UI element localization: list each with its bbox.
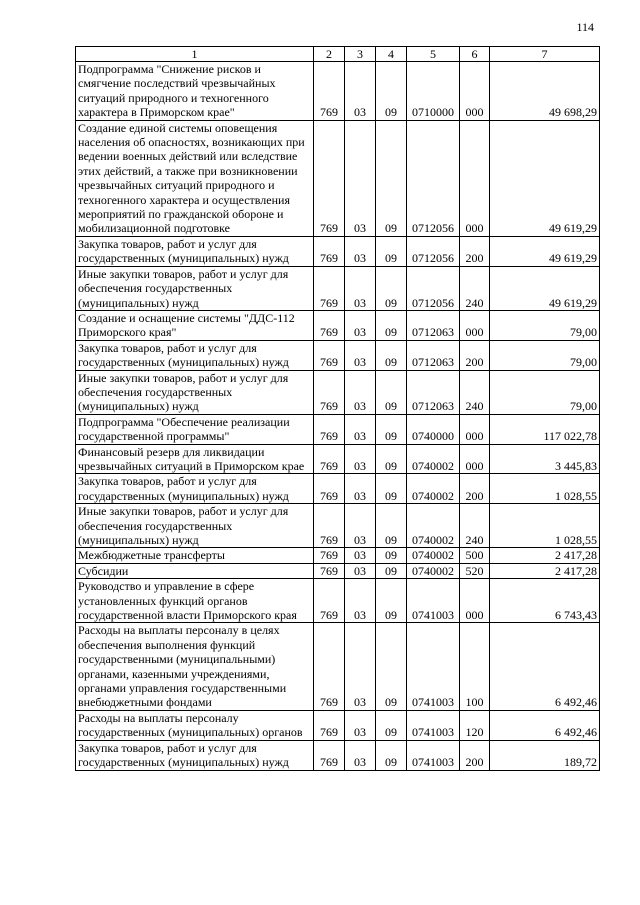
row-name: Расходы на выплаты персоналу государственных (муниципальных) органов bbox=[76, 710, 314, 740]
table-row bbox=[76, 504, 600, 548]
row-admin-code: 769 bbox=[314, 236, 345, 266]
row-name: Закупка товаров, работ и услуг для государственных (муниципальных) нужд bbox=[76, 340, 314, 370]
row-amount: 49 619,29 bbox=[490, 120, 600, 236]
row-name: Подпрограмма "Снижение рисков и смягчение последствий чрезвычайных ситуаций природного и техногенного характера в Приморском крае" bbox=[76, 62, 314, 121]
row-section: 03 bbox=[345, 740, 376, 770]
row-section: 03 bbox=[345, 579, 376, 623]
row-target-item: 0712056 bbox=[407, 120, 460, 236]
row-expense-type: 240 bbox=[460, 266, 490, 310]
row-name: Закупка товаров, работ и услуг для государственных (муниципальных) нужд bbox=[76, 740, 314, 770]
table-row bbox=[76, 444, 600, 474]
row-admin-code: 769 bbox=[314, 120, 345, 236]
column-header-6: 6 bbox=[460, 47, 490, 62]
row-amount: 117 022,78 bbox=[490, 414, 600, 444]
row-section: 03 bbox=[345, 474, 376, 504]
row-name: Иные закупки товаров, работ и услуг для обеспечения государственных (муниципальных) нужд bbox=[76, 504, 314, 548]
row-target-item: 0740002 bbox=[407, 563, 460, 578]
row-name: Финансовый резерв для ликвидации чрезвычайных ситуаций в Приморском крае bbox=[76, 444, 314, 474]
row-admin-code: 769 bbox=[314, 414, 345, 444]
row-section: 03 bbox=[345, 62, 376, 121]
row-amount: 1 028,55 bbox=[490, 504, 600, 548]
row-target-item: 0712063 bbox=[407, 370, 460, 414]
row-admin-code: 769 bbox=[314, 444, 345, 474]
row-expense-type: 120 bbox=[460, 710, 490, 740]
table-row bbox=[76, 266, 600, 310]
row-admin-code: 769 bbox=[314, 370, 345, 414]
column-header-2: 2 bbox=[314, 47, 345, 62]
table-row bbox=[76, 414, 600, 444]
row-admin-code: 769 bbox=[314, 310, 345, 340]
row-subsection: 09 bbox=[376, 579, 407, 623]
row-subsection: 09 bbox=[376, 310, 407, 340]
row-amount: 79,00 bbox=[490, 340, 600, 370]
row-section: 03 bbox=[345, 370, 376, 414]
row-admin-code: 769 bbox=[314, 548, 345, 563]
row-target-item: 0712056 bbox=[407, 266, 460, 310]
row-expense-type: 240 bbox=[460, 504, 490, 548]
row-name: Создание единой системы оповещения населения об опасностях, возникающих при ведении военных действий или вследствие этих действий, а также при возникновении чрезвычайных ситуаций природного и техногенного характера и осуществления мероприятий по гражданской обороне и мобилизационной подготовке bbox=[76, 120, 314, 236]
table-row bbox=[76, 310, 600, 340]
row-amount: 79,00 bbox=[490, 370, 600, 414]
row-subsection: 09 bbox=[376, 120, 407, 236]
table-row bbox=[76, 370, 600, 414]
row-admin-code: 769 bbox=[314, 623, 345, 710]
row-section: 03 bbox=[345, 444, 376, 474]
row-subsection: 09 bbox=[376, 548, 407, 563]
row-admin-code: 769 bbox=[314, 563, 345, 578]
row-subsection: 09 bbox=[376, 474, 407, 504]
row-name: Создание и оснащение системы "ДДС-112 Приморского края" bbox=[76, 310, 314, 340]
row-amount: 3 445,83 bbox=[490, 444, 600, 474]
row-subsection: 09 bbox=[376, 740, 407, 770]
row-amount: 49 619,29 bbox=[490, 266, 600, 310]
row-subsection: 09 bbox=[376, 62, 407, 121]
row-target-item: 0710000 bbox=[407, 62, 460, 121]
column-header-4: 4 bbox=[376, 47, 407, 62]
table-row bbox=[76, 740, 600, 770]
row-subsection: 09 bbox=[376, 504, 407, 548]
row-admin-code: 769 bbox=[314, 504, 345, 548]
row-amount: 189,72 bbox=[490, 740, 600, 770]
row-subsection: 09 bbox=[376, 563, 407, 578]
table-row bbox=[76, 120, 600, 236]
row-amount: 49 698,29 bbox=[490, 62, 600, 121]
row-admin-code: 769 bbox=[314, 740, 345, 770]
table-row bbox=[76, 62, 600, 121]
row-amount: 6 492,46 bbox=[490, 710, 600, 740]
table-row bbox=[76, 474, 600, 504]
row-subsection: 09 bbox=[376, 370, 407, 414]
row-target-item: 0740002 bbox=[407, 444, 460, 474]
row-amount: 6 492,46 bbox=[490, 623, 600, 710]
row-name: Закупка товаров, работ и услуг для государственных (муниципальных) нужд bbox=[76, 474, 314, 504]
row-expense-type: 000 bbox=[460, 444, 490, 474]
row-admin-code: 769 bbox=[314, 62, 345, 121]
row-name: Руководство и управление в сфере установленных функций органов государственной власти Приморского края bbox=[76, 579, 314, 623]
row-target-item: 0741003 bbox=[407, 740, 460, 770]
row-admin-code: 769 bbox=[314, 710, 345, 740]
column-header-7: 7 bbox=[490, 47, 600, 62]
column-header-1: 1 bbox=[76, 47, 314, 62]
row-section: 03 bbox=[345, 414, 376, 444]
row-target-item: 0740002 bbox=[407, 474, 460, 504]
page-number: 114 bbox=[576, 20, 594, 34]
row-section: 03 bbox=[345, 236, 376, 266]
row-expense-type: 240 bbox=[460, 370, 490, 414]
row-expense-type: 200 bbox=[460, 474, 490, 504]
row-amount: 2 417,28 bbox=[490, 563, 600, 578]
row-expense-type: 200 bbox=[460, 740, 490, 770]
table-row bbox=[76, 340, 600, 370]
row-target-item: 0740002 bbox=[407, 548, 460, 563]
row-admin-code: 769 bbox=[314, 340, 345, 370]
column-header-3: 3 bbox=[345, 47, 376, 62]
row-expense-type: 000 bbox=[460, 310, 490, 340]
row-name: Подпрограмма "Обеспечение реализации государственной программы" bbox=[76, 414, 314, 444]
row-amount: 49 619,29 bbox=[490, 236, 600, 266]
row-target-item: 0712056 bbox=[407, 236, 460, 266]
row-section: 03 bbox=[345, 563, 376, 578]
row-admin-code: 769 bbox=[314, 579, 345, 623]
row-expense-type: 000 bbox=[460, 414, 490, 444]
row-expense-type: 200 bbox=[460, 340, 490, 370]
row-section: 03 bbox=[345, 710, 376, 740]
row-section: 03 bbox=[345, 310, 376, 340]
row-admin-code: 769 bbox=[314, 266, 345, 310]
row-expense-type: 520 bbox=[460, 563, 490, 578]
row-target-item: 0712063 bbox=[407, 310, 460, 340]
row-expense-type: 000 bbox=[460, 120, 490, 236]
column-header-5: 5 bbox=[407, 47, 460, 62]
table-row bbox=[76, 548, 600, 563]
row-subsection: 09 bbox=[376, 710, 407, 740]
row-subsection: 09 bbox=[376, 444, 407, 474]
row-section: 03 bbox=[345, 504, 376, 548]
row-subsection: 09 bbox=[376, 236, 407, 266]
row-expense-type: 000 bbox=[460, 62, 490, 121]
row-amount: 79,00 bbox=[490, 310, 600, 340]
header-row bbox=[76, 47, 600, 62]
row-name: Закупка товаров, работ и услуг для государственных (муниципальных) нужд bbox=[76, 236, 314, 266]
row-target-item: 0740002 bbox=[407, 504, 460, 548]
row-section: 03 bbox=[345, 120, 376, 236]
row-subsection: 09 bbox=[376, 414, 407, 444]
table-body bbox=[76, 62, 600, 771]
table-row bbox=[76, 710, 600, 740]
row-section: 03 bbox=[345, 623, 376, 710]
table-row bbox=[76, 563, 600, 578]
row-subsection: 09 bbox=[376, 266, 407, 310]
row-name: Расходы на выплаты персоналу в целях обеспечения выполнения функций государственными (муниципальными) органами, казенными учреждениями, органами управления государственными внебюджетными фондами bbox=[76, 623, 314, 710]
row-subsection: 09 bbox=[376, 340, 407, 370]
row-admin-code: 769 bbox=[314, 474, 345, 504]
budget-table bbox=[75, 46, 600, 771]
row-amount: 1 028,55 bbox=[490, 474, 600, 504]
row-target-item: 0741003 bbox=[407, 710, 460, 740]
row-section: 03 bbox=[345, 266, 376, 310]
row-section: 03 bbox=[345, 548, 376, 563]
row-target-item: 0712063 bbox=[407, 340, 460, 370]
row-expense-type: 200 bbox=[460, 236, 490, 266]
row-name: Иные закупки товаров, работ и услуг для обеспечения государственных (муниципальных) нужд bbox=[76, 266, 314, 310]
row-amount: 2 417,28 bbox=[490, 548, 600, 563]
row-section: 03 bbox=[345, 340, 376, 370]
row-target-item: 0741003 bbox=[407, 623, 460, 710]
row-expense-type: 500 bbox=[460, 548, 490, 563]
row-amount: 6 743,43 bbox=[490, 579, 600, 623]
table-row bbox=[76, 236, 600, 266]
row-target-item: 0740000 bbox=[407, 414, 460, 444]
row-name: Иные закупки товаров, работ и услуг для обеспечения государственных (муниципальных) нужд bbox=[76, 370, 314, 414]
table-row bbox=[76, 579, 600, 623]
row-subsection: 09 bbox=[376, 623, 407, 710]
row-target-item: 0741003 bbox=[407, 579, 460, 623]
row-expense-type: 100 bbox=[460, 623, 490, 710]
row-name: Межбюджетные трансферты bbox=[76, 548, 314, 563]
row-name: Субсидии bbox=[76, 563, 314, 578]
table-row bbox=[76, 623, 600, 710]
row-expense-type: 000 bbox=[460, 579, 490, 623]
